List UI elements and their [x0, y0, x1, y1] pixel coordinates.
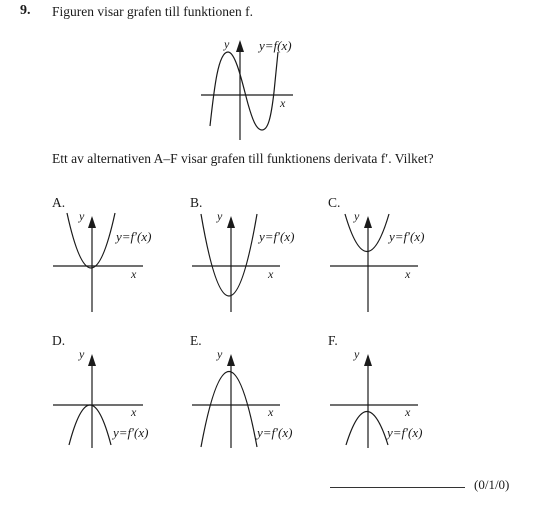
- option-f-y-label: y: [354, 347, 360, 361]
- option-b-letter: B.: [190, 195, 203, 210]
- option-e-curve-label: y=f′(x): [257, 425, 293, 440]
- option-d-y-label: y: [79, 347, 85, 361]
- option-b-curve-label: y=f′(x): [259, 229, 295, 244]
- option-f-x-label: x: [405, 405, 411, 419]
- option-d-x-label: x: [131, 405, 137, 419]
- option-e-curve: [201, 372, 257, 448]
- option-c-x-label: x: [405, 267, 411, 281]
- option-a-y-label: y: [79, 209, 85, 223]
- option-b-curve: [201, 214, 257, 296]
- main-curve-label: y=f(x): [259, 38, 292, 53]
- option-d-curve: [69, 405, 111, 445]
- option-e-x-label: x: [268, 405, 274, 419]
- option-a-curve-label: y=f′(x): [116, 229, 152, 244]
- option-d-curve-label: y=f′(x): [113, 425, 149, 440]
- main-x-label: x: [280, 96, 286, 110]
- option-f-curve-label: y=f′(x): [387, 425, 423, 440]
- question-number: 9.: [20, 3, 31, 18]
- option-a-x-label: x: [131, 267, 137, 281]
- option-f-letter: F.: [328, 333, 338, 348]
- option-c-curve: [345, 214, 389, 252]
- main-y-arrow: [236, 40, 244, 52]
- option-f-curve: [346, 412, 388, 446]
- option-c-letter: C.: [328, 195, 341, 210]
- option-e-letter: E.: [190, 333, 202, 348]
- option-b-y-label: y: [217, 209, 223, 223]
- main-y-label: y: [224, 37, 230, 51]
- option-d-letter: D.: [52, 333, 66, 348]
- main-curve: [210, 52, 278, 130]
- question-text: Figuren visar grafen till funktionen f.: [52, 4, 253, 19]
- points-label: (0/1/0): [474, 477, 510, 492]
- prompt-text: Ett av alternativen A–F visar grafen till funktionens derivata f′. Vilket?: [52, 151, 434, 166]
- option-a-letter: A.: [52, 195, 66, 210]
- option-e-y-label: y: [217, 347, 223, 361]
- option-a-curve: [67, 213, 115, 268]
- option-c-y-label: y: [354, 209, 360, 223]
- answer-line[interactable]: [330, 487, 465, 488]
- option-b-x-label: x: [268, 267, 274, 281]
- option-c-curve-label: y=f′(x): [389, 229, 425, 244]
